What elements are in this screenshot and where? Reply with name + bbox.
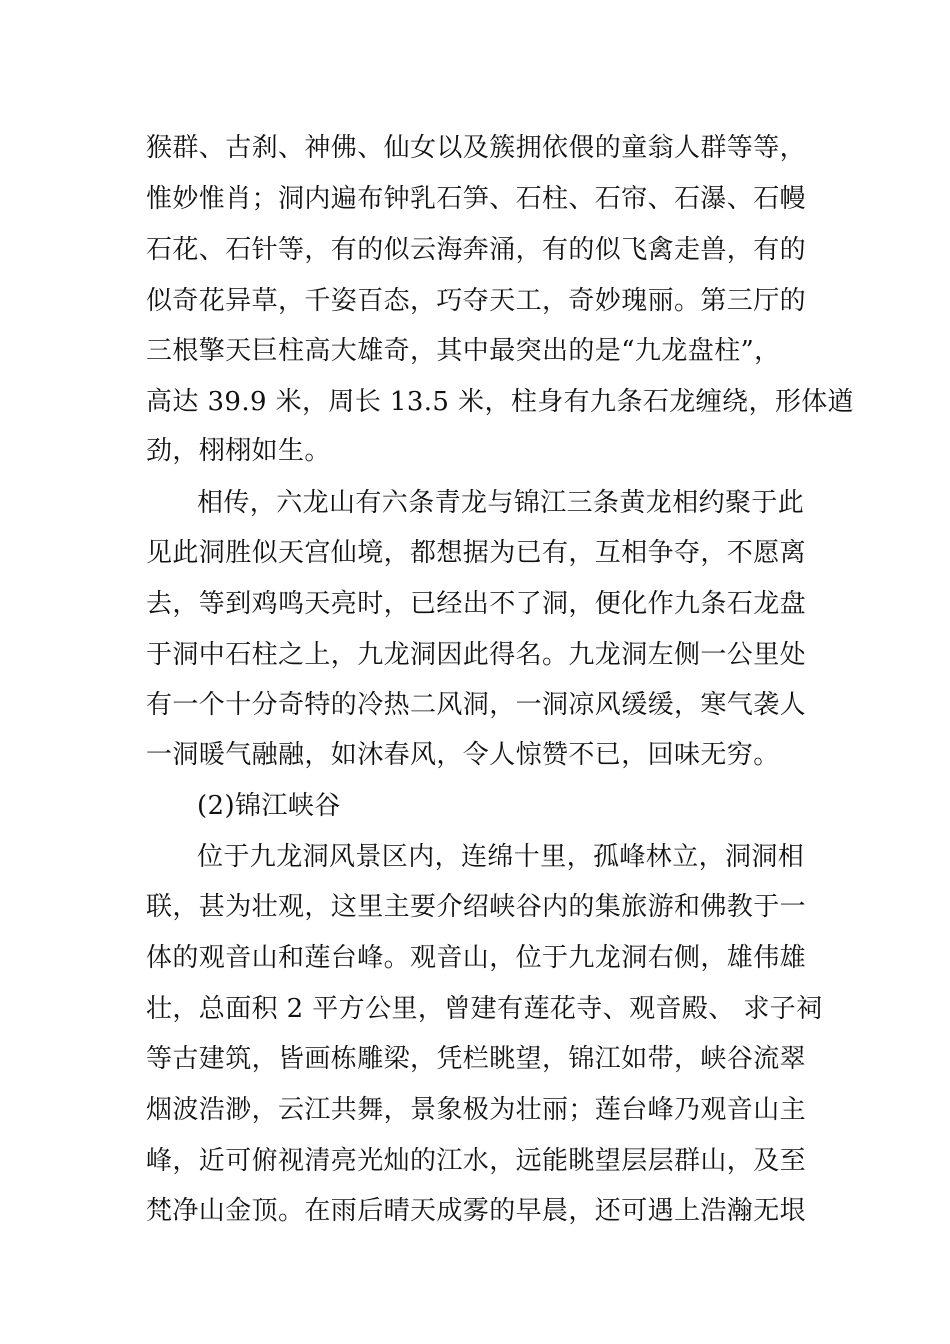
text-line: 体的观音山和莲台峰。观音山，位于九龙洞右侧，雄伟雄	[146, 943, 807, 973]
text-line: 惟妙惟肖；洞内遍布钟乳石笋、石柱、石帘、石瀑、石幔	[146, 184, 807, 214]
text-line: 于洞中石柱之上，九龙洞因此得名。九龙洞左侧一公里处	[146, 640, 807, 670]
text-line: 联，甚为壮观，这里主要介绍峡谷内的集旅游和佛教于一	[146, 892, 807, 922]
text-line: 峰，近可俯视清亮光灿的江水，远能眺望层层群山，及至	[146, 1146, 807, 1176]
text-line: 高达 39.9 米，周长 13.5 米，柱身有九条石龙缠绕，形体遒	[146, 387, 855, 417]
text-line: 见此洞胜似天宫仙境，都想据为已有，互相争夺，不愿离	[146, 538, 807, 568]
text-line: 有一个十分奇特的冷热二风洞，一洞凉风缓缓，寒气袭人	[146, 690, 807, 720]
text-line: 壮，总面积 2 平方公里，曾建有莲花寺、观音殿、 求子祠	[146, 994, 823, 1024]
text-line: 一洞暖气融融，如沐春风，令人惊赞不已，回味无穷。	[146, 740, 780, 770]
paragraph-first-line: 位于九龙洞风景区内，连绵十里，孤峰林立，洞洞相	[197, 842, 805, 872]
paragraph-first-line: 相传，六龙山有六条青龙与锦江三条黄龙相约聚于此	[197, 488, 805, 518]
section-heading: (2)锦江峡谷	[197, 791, 341, 821]
text-line: 似奇花异草，千姿百态，巧夺天工，奇妙瑰丽。第三厅的	[146, 286, 807, 316]
text-line: 去，等到鸡鸣天亮时，已经出不了洞，便化作九条石龙盘	[146, 589, 807, 619]
text-line: 石花、石针等，有的似云海奔涌，有的似飞禽走兽，有的	[146, 235, 807, 265]
text-line: 三根擎天巨柱高大雄奇，其中最突出的是“九龙盘柱”，	[146, 336, 781, 366]
text-line: 劲，栩栩如生。	[146, 436, 331, 466]
text-line: 猴群、古刹、神佛、仙女以及簇拥依偎的童翁人群等等，	[146, 133, 807, 163]
text-line: 梵净山金顶。在雨后晴天成雾的早晨，还可遇上浩瀚无垠	[146, 1196, 807, 1226]
text-line: 烟波浩渺，云江共舞，景象极为壮丽；莲台峰乃观音山主	[146, 1095, 807, 1125]
text-line: 等古建筑，皆画栋雕梁，凭栏眺望，锦江如带，峡谷流翠	[146, 1044, 807, 1074]
